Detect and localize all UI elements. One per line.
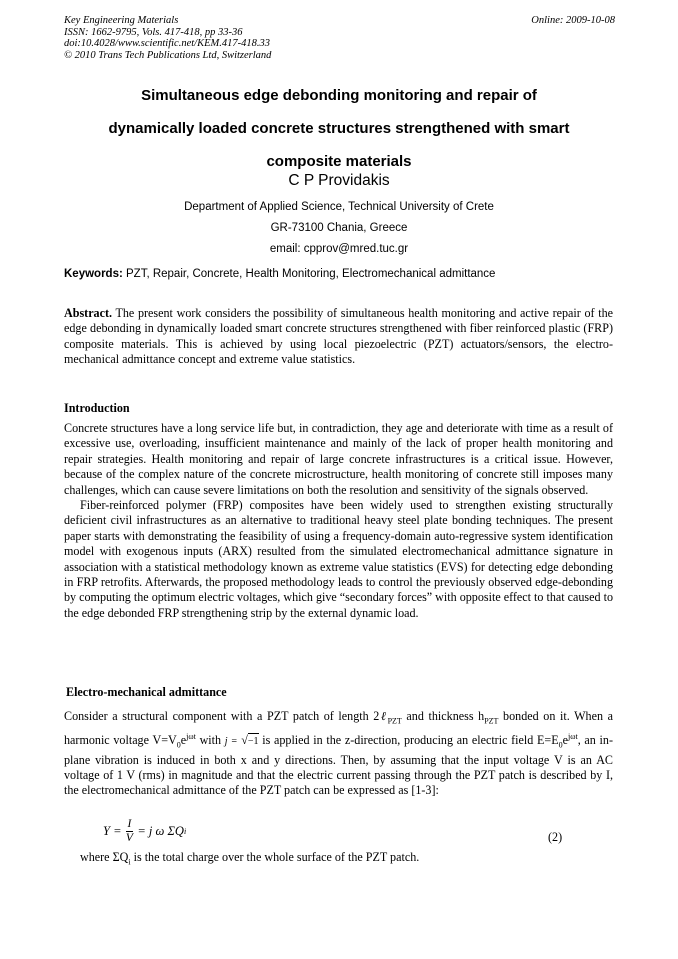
- title-line-3: composite materials: [266, 153, 412, 170]
- affiliation-email: email: cpprov@mred.tuc.gr: [269, 243, 409, 255]
- abstract-text: The present work considers the possibility of simultaneous health monitoring and active repair of the edge debonding in dynamically loaded smart concrete structures strengthened with fiber reinforced plastic (FRP) composite materials. This is achieved by using local piezoelectric (PZT) actuators/sensors, the electro-mechanical admittance concept and extreme value statistics.: [64, 306, 613, 367]
- equation-explanation: where $\Sigma Q_i$ is the total charge over the whole surface of the PZT patch.: [80, 850, 420, 867]
- sqrt-symbol: √: [241, 732, 248, 747]
- keywords-label: Keywords:: [64, 268, 123, 280]
- affiliation-dept: Department of Applied Science, Technical University of Crete: [184, 201, 494, 213]
- abstract-label: Abstract.: [64, 306, 113, 320]
- journal-header: [64, 15, 271, 61]
- keywords-text: PZT, Repair, Concrete, Health Monitoring, Electromechanical admittance: [126, 268, 496, 280]
- issn-line: ISSN: 1662-9795, Vols. 417-418, pp 33-36: [64, 26, 243, 38]
- equation-rhs: = j ω ΣQ: [137, 824, 184, 838]
- equation-fraction: [126, 818, 134, 845]
- fraction-numerator: I: [127, 818, 132, 830]
- equation-number: (2): [548, 830, 563, 844]
- journal-name: Key Engineering Materials: [64, 15, 179, 26]
- section-heading-admittance: Electro-mechanical admittance: [66, 685, 227, 699]
- title-line-1: Simultaneous edge debonding monitoring and repair of: [141, 87, 537, 104]
- paper-title: [64, 79, 614, 178]
- doi-line: doi:10.4028/www.scientific.net/KEM.417-418.33: [64, 38, 270, 49]
- equation-lhs: Y =: [103, 824, 122, 838]
- introduction-paragraph-2: Fiber-reinforced polymer (FRP) composites have been widely used to strengthen existing structurally deficient civil infrastructures as an alternative to traditional heavy steel plate bonding techniques. The present paper starts with demonstrating the feasibility of using a frequency-domain auto-regressive system identification model with exogenous inputs (ARX) resulted from the simulated electromechanical admittance signature in association with a statistical methodology known as extreme value statistics (EVS) for detecting edge debonding in FRP retrofits. Afterwards, the proposed methodology leads to control the previously observed edge-debonding by computing the optimum electric voltages, which give “secondary forces” with opposite effect to that caused to the edge debonded FRP strengthening strip by the external dynamic load.: [64, 498, 613, 620]
- affiliation-city: GR-73100 Chania, Greece: [270, 222, 408, 234]
- imaginary-unit: j =: [224, 735, 238, 747]
- introduction-body: [64, 421, 613, 621]
- sqrt-argument: −1: [248, 733, 259, 749]
- title-line-2: dynamically loaded concrete structures strengthened with smart: [108, 120, 570, 137]
- introduction-heading: Introduction: [64, 401, 130, 415]
- fraction-denominator: V: [125, 832, 133, 844]
- equation-2: Y = $\frac{I}{V}$ = j ω ΣQ i: [103, 818, 187, 844]
- introduction-paragraph-1: Concrete structures have a long service life but, in contradiction, they age and deteriorate with time as a result of excessive use, overloading, insufficient maintenance and mainly of the lack of proper health monitoring and repair strategies. Health monitoring and repair of large concrete infrastructures is a critical issue. However, because of the complex nature of the concrete microstructure, health monitoring of concrete still imposes many challenges, which can cause severe limitations on both the resolution and sensitivity of the signals observed.: [64, 421, 613, 497]
- copyright-line: © 2010 Trans Tech Publications Ltd, Switzerland: [64, 49, 272, 61]
- abstract: [64, 306, 613, 368]
- keywords: [64, 268, 616, 280]
- affiliation: [64, 197, 614, 260]
- admittance-paragraph: Consider a structural component with a PZT patch of length 2ℓ$_{PZT}$ and thickness $h_{PZT}$ bonded on it. When a harmonic voltage $V=V_0e^{j\omega t}$ with j = √−1 is applied in the z-direction, producing an electric field $E=E_0e^{j\omega t}$, an in-plane vibration is induced in both x and y directions. Then, by assuming that the input voltage V is an AC voltage of 1 V (rms) in magnitude and that the electric current passing through the PZT patch is described by I, the electromechanical admittance of the PZT patch can be expressed as [1-3]:: [64, 709, 614, 798]
- online-date: Online: 2009-10-08: [531, 15, 615, 26]
- author-name: C P Providakis: [288, 172, 390, 189]
